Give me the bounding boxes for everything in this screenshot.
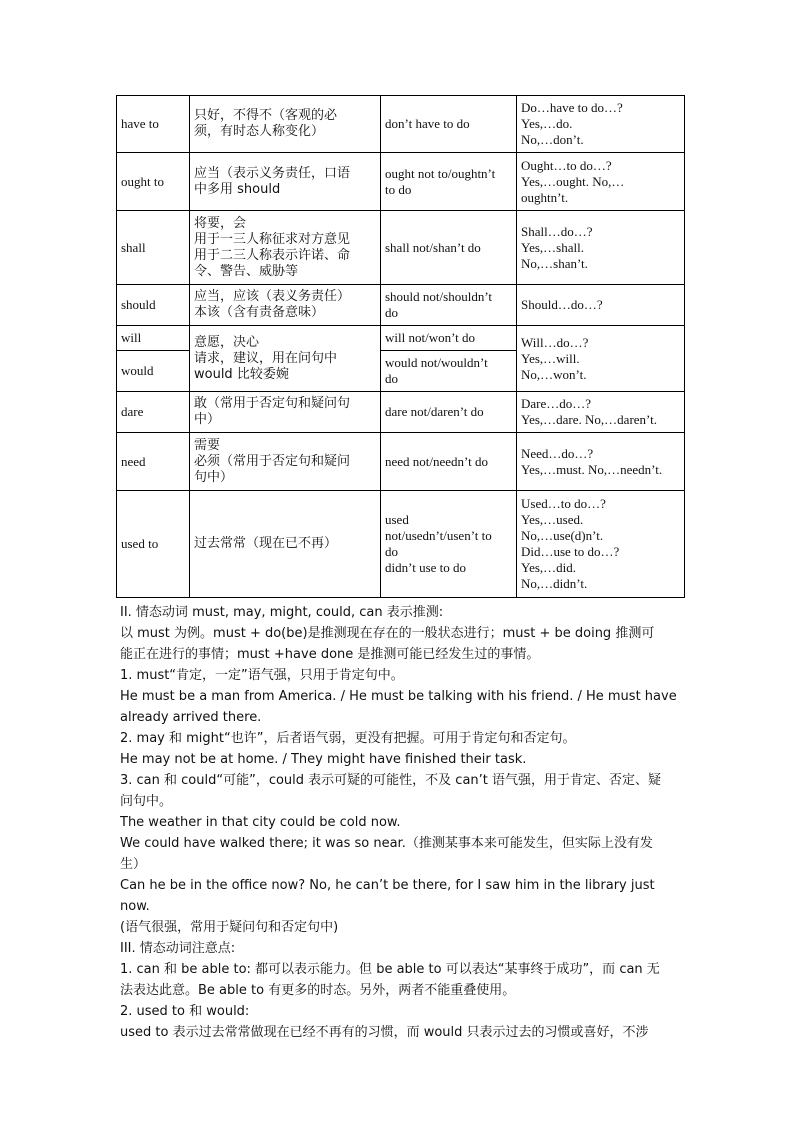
term-cell: used to — [117, 491, 190, 598]
notes-section — [120, 602, 688, 1043]
negative-cell: will not/won’t do — [381, 326, 517, 351]
meaning-cell: 应当（表示义务责任，口语 中多用 should — [190, 153, 381, 211]
text-line: 以 must 为例。must + do(be)是推测现在存在的一般状态进行；must + be doing 推测可 — [120, 626, 655, 641]
meaning-cell: 需要 必须（常用于否定句和疑问 句中） — [190, 433, 381, 491]
question-cell: Do…have to do…? Yes,…do. No,…don’t. — [517, 96, 685, 153]
question-cell: Ought…to do…? Yes,…ought. No,… oughtn’t. — [517, 153, 685, 211]
section-heading: II. 情态动词 must, may, might, could, can 表示推测: — [120, 605, 444, 620]
example-line: already arrived there. — [120, 710, 262, 725]
meaning-cell: 敢（常用于否定句和疑问句 中） — [190, 392, 381, 433]
text-line: 2. may 和 might“也许”，后者语气弱，更没有把握。可用于肯定句和否定句。 — [120, 731, 576, 746]
table-row — [117, 326, 685, 351]
meaning-cell: 将要，会 用于一三人称征求对方意见 用于二三人称表示许诺、命 令、警告、威胁等 — [190, 211, 381, 285]
negative-cell: used not/usedn’t/usen’t to do didn’t use to do — [381, 491, 517, 598]
question-cell: Dare…do…? Yes,…dare. No,…daren’t. — [517, 392, 685, 433]
meaning-cell: 过去常常（现在已不再） — [190, 491, 381, 598]
table-row — [117, 433, 685, 491]
question-cell: Used…to do…? Yes,…used. No,…use(d)n’t. Did…use to do…? Yes,…did. No,…didn’t. — [517, 491, 685, 598]
text-line: 1. can 和 be able to: 都可以表示能力。但 be able to 可以表达“某事终于成功”，而 can 无 — [120, 962, 660, 977]
table-row — [117, 153, 685, 211]
question-cell: Shall…do…? Yes,…shall. No,…shan’t. — [517, 211, 685, 285]
example-line: He must be a man from America. / He must be talking with his friend. / He must have — [120, 689, 677, 704]
negative-cell: shall not/shan’t do — [381, 211, 517, 285]
table-row — [117, 491, 685, 598]
example-line: We could have walked there; it was so near.（推测某事本来可能发生，但实际上没有发 — [120, 836, 653, 851]
text-line: 能正在进行的事情；must +have done 是推测可能已经发生过的事情。 — [120, 647, 540, 662]
example-line: He may not be at home. / They might have finished their task. — [120, 752, 527, 767]
section-heading: III. 情态动词注意点: — [120, 941, 236, 956]
term-cell: shall — [117, 211, 190, 285]
modal-verbs-table — [116, 95, 685, 598]
text-line: 2. used to 和 would: — [120, 1004, 250, 1019]
negative-cell: would not/wouldn’t do — [381, 351, 517, 392]
term-cell: have to — [117, 96, 190, 153]
meaning-cell: 意愿，决心 请求，建议，用在问句中 would 比较委婉 — [190, 326, 381, 392]
negative-cell: dare not/daren’t do — [381, 392, 517, 433]
text-line: 1. must“肯定，一定”语气强，只用于肯定句中。 — [120, 668, 404, 683]
term-cell: need — [117, 433, 190, 491]
example-line: Can he be in the office now? No, he can’t be there, for I saw him in the library just now. — [120, 878, 655, 914]
question-cell: Need…do…? Yes,…must. No,…needn’t. — [517, 433, 685, 491]
table-row — [117, 285, 685, 326]
meaning-cell: 只好，不得不（客观的必 须，有时态人称变化） — [190, 96, 381, 153]
question-cell: Will…do…? Yes,…will. No,…won’t. — [517, 326, 685, 392]
term-cell: ought to — [117, 153, 190, 211]
term-cell: should — [117, 285, 190, 326]
text-line: 生） — [120, 857, 147, 872]
meaning-cell: 应当，应该（表义务责任） 本该（含有责备意味） — [190, 285, 381, 326]
term-cell: will — [117, 326, 190, 351]
text-line: 问句中。 — [120, 794, 173, 809]
table-row — [117, 96, 685, 153]
text-line: used to 表示过去常常做现在已经不再有的习惯，而 would 只表示过去的习惯或喜好，不涉 — [120, 1025, 649, 1040]
term-cell: would — [117, 351, 190, 392]
table-row — [117, 211, 685, 285]
negative-cell: need not/needn’t do — [381, 433, 517, 491]
example-line: The weather in that city could be cold now. — [120, 815, 401, 830]
table-row — [117, 392, 685, 433]
negative-cell: ought not to/oughtn’t to do — [381, 153, 517, 211]
text-line: 法表达此意。Be able to 有更多的时态。另外，两者不能重叠使用。 — [120, 983, 516, 998]
text-line: (语气很强，常用于疑问句和否定句中) — [120, 920, 339, 935]
text-line: 3. can 和 could“可能”，could 表示可疑的可能性，不及 can’t 语气强，用于肯定、否定、疑 — [120, 773, 662, 788]
negative-cell: don’t have to do — [381, 96, 517, 153]
negative-cell: should not/shouldn’t do — [381, 285, 517, 326]
term-cell: dare — [117, 392, 190, 433]
question-cell: Should…do…? — [517, 285, 685, 326]
